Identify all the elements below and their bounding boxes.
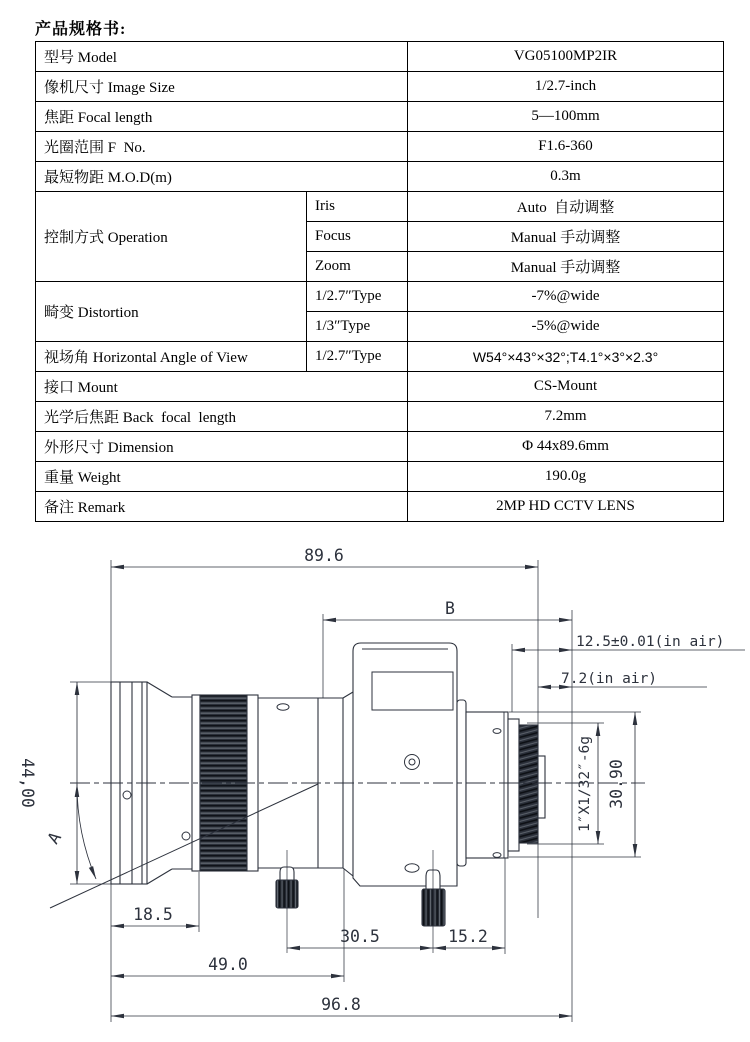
row-label: 光圈范围 F No.: [36, 132, 408, 162]
screw-icon: [405, 864, 419, 872]
row-sublabel: 1/2.7″Type: [307, 282, 408, 312]
row-value: Auto 自动调整: [408, 192, 724, 222]
dim-total-length-bottom: 96.8: [321, 995, 361, 1014]
row-label: 像机尺寸 Image Size: [36, 72, 408, 102]
screw-icon: [493, 853, 501, 858]
row-sublabel: Iris: [307, 192, 408, 222]
row-value: 7.2mm: [408, 402, 724, 432]
row-value: 1/2.7-inch: [408, 72, 724, 102]
row-label: 接口 Mount: [36, 372, 408, 402]
row-sublabel: 1/3″Type: [307, 312, 408, 342]
row-value: Manual 手动调整: [408, 222, 724, 252]
screw-icon: [182, 832, 190, 840]
dim-total-length-top: 89.6: [304, 546, 344, 565]
row-label: 重量 Weight: [36, 462, 408, 492]
dim-back-focal: 7.2(in air): [561, 671, 658, 687]
row-value: 2MP HD CCTV LENS: [408, 492, 724, 522]
table-row: [36, 492, 724, 522]
row-sublabel: Focus: [307, 222, 408, 252]
row-label: 视场角 Horizontal Angle of View: [36, 342, 307, 372]
row-label: 最短物距 M.O.D(m): [36, 162, 408, 192]
table-row: [36, 432, 724, 462]
table-row: [36, 162, 724, 192]
row-value: VG05100MP2IR: [408, 42, 724, 72]
row-sublabel: 1/2.7″Type: [307, 342, 408, 372]
table-row: [36, 192, 724, 222]
row-value: W54°×43°×32°;T4.1°×3°×2.3°: [408, 342, 724, 372]
table-row: [36, 372, 724, 402]
row-sublabel: Zoom: [307, 252, 408, 282]
table-row: [36, 462, 724, 492]
table-row: [36, 102, 724, 132]
row-value: -7%@wide: [408, 282, 724, 312]
table-row: [36, 282, 724, 312]
dim-front-cap: 18.5: [133, 905, 173, 924]
row-label: 型号 Model: [36, 42, 408, 72]
row-value: Φ 44x89.6mm: [408, 432, 724, 462]
screw-icon: [277, 704, 289, 710]
dim-mid-section: 30.5: [340, 927, 380, 946]
row-value: 190.0g: [408, 462, 724, 492]
dim-front-section: 49.0: [208, 955, 248, 974]
angle-arc: [77, 784, 96, 879]
lens-body: [111, 643, 545, 926]
row-label: 光学后焦距 Back focal length: [36, 402, 408, 432]
row-label: 畸变 Distortion: [36, 282, 307, 342]
dim-rear-diameter: 30.90: [607, 759, 626, 809]
row-value: 0.3m: [408, 162, 724, 192]
table-row: [36, 402, 724, 432]
mount-flange: [466, 712, 508, 858]
screw-icon: [493, 729, 501, 734]
row-value: CS-Mount: [408, 372, 724, 402]
page-title: 产品规格书:: [35, 21, 127, 38]
dim-angle-label: A: [43, 828, 66, 848]
row-label: 控制方式 Operation: [36, 192, 307, 282]
table-row: [36, 132, 724, 162]
housing-window: [372, 672, 453, 710]
thread-section: [519, 725, 538, 843]
dim-flange-distance: 12.5±0.01(in air): [576, 634, 725, 650]
table-row: [36, 72, 724, 102]
mid-barrel: [258, 692, 353, 876]
screw-icon: [123, 791, 131, 799]
row-value: Manual 手动调整: [408, 252, 724, 282]
row-label: 焦距 Focal length: [36, 102, 408, 132]
row-label: 外形尺寸 Dimension: [36, 432, 408, 462]
spec-table: [35, 41, 724, 522]
dim-front-diameter: 44,00: [18, 758, 37, 808]
lens-technical-drawing: [0, 540, 750, 1042]
dim-thread-spec: 1″X1/32″-6g: [577, 735, 593, 833]
table-row: [36, 342, 724, 372]
row-value: F1.6-360: [408, 132, 724, 162]
dim-b-label: B: [445, 599, 455, 618]
dim-rear-section: 15.2: [448, 927, 488, 946]
row-label: 备注 Remark: [36, 492, 408, 522]
table-row: [36, 42, 724, 72]
row-value: -5%@wide: [408, 312, 724, 342]
rear-ring: [538, 756, 545, 818]
row-value: 5—100mm: [408, 102, 724, 132]
